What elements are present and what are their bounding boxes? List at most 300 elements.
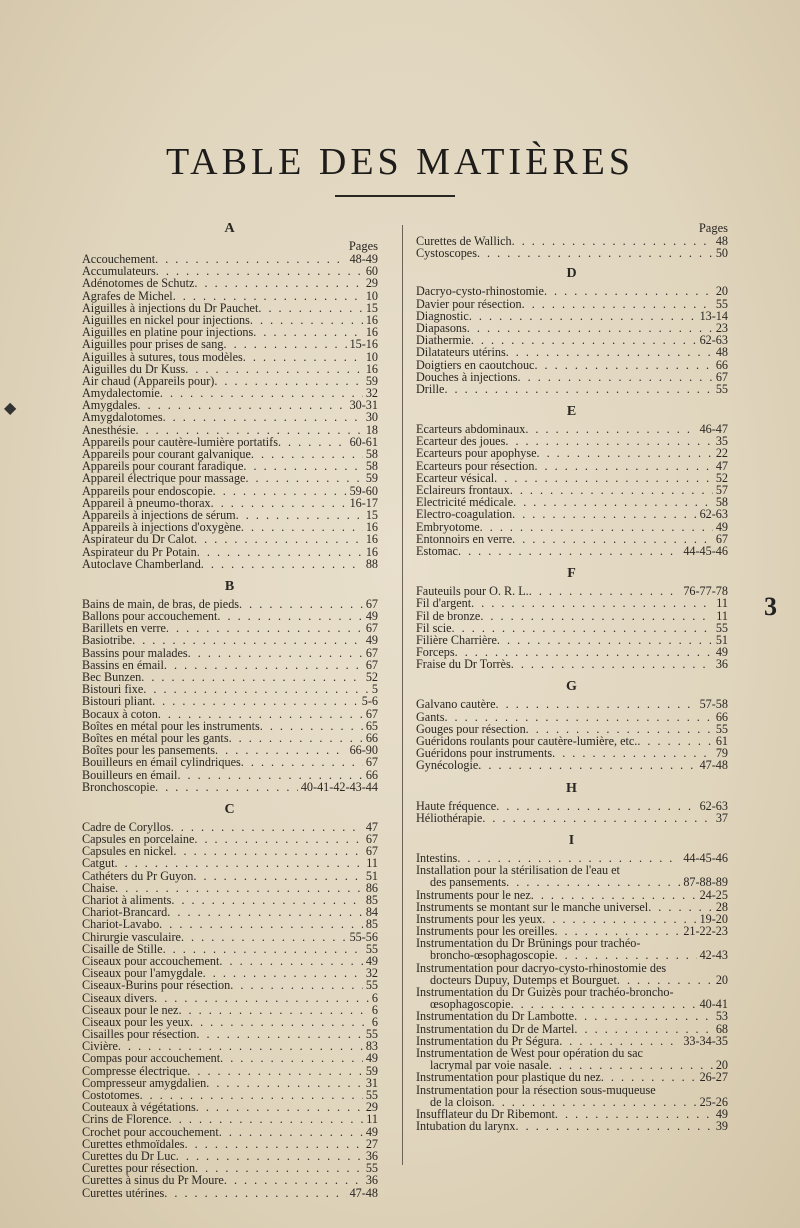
entry-name: Ecarteur des joues [416,434,506,449]
entry-pages: 58 [715,495,728,510]
index-entry [416,521,728,533]
dot-leader [241,521,363,533]
entry-pages: 62-63 [699,507,728,522]
entry-pages: 61 [715,734,728,748]
index-entry [82,533,378,545]
dot-leader [188,647,363,659]
index-entry [82,931,378,943]
entry-name: Instruments se montant sur le manche universel [416,899,649,914]
entry-name: Aiguilles pour prises de sang [82,337,224,352]
dot-leader [529,585,681,597]
dot-leader [201,558,363,570]
entry-pages: 36 [365,1148,378,1163]
entry-name-cont: des pansements [430,875,507,890]
entry-pages: 23 [715,320,728,335]
entry-name: Compas pour accouchement [82,1051,221,1066]
entry-pages: 39 [715,1119,728,1134]
dot-leader [194,533,363,545]
entry-pages: 67 [365,832,378,847]
entry-pages: 67 [365,621,378,636]
entry-pages: 20 [715,284,728,299]
dot-leader [458,545,680,557]
dot-leader [516,1120,713,1132]
entry-pages: 13-14 [699,308,728,323]
pages-heading: Pages [348,239,378,253]
entry-pages: 55 [365,941,378,956]
index-entry [416,800,728,812]
entry-pages: 11 [716,596,728,611]
entry-name: Chariot à aliments [82,893,172,907]
dot-leader [444,711,712,723]
entry-pages: 55 [365,978,378,993]
entry-name: Boîtes pour les pansements [82,743,216,758]
index-entry [82,781,378,793]
dot-leader [534,359,712,371]
index-entry [416,634,728,646]
entry-name: Autoclave Chamberland [82,556,201,571]
index-entry [416,658,728,670]
entry-name: Aspirateur du Pr Potain [82,544,197,559]
entry-pages: 36 [365,1173,378,1188]
entry-pages: 67 [365,596,378,611]
index-entry [82,424,378,436]
entry-name: Amygdalotomes [82,410,163,425]
entry-name: Instrumentation pour plastique du nez [416,1070,601,1085]
entry-name: Curettes pour résection [82,1161,196,1176]
index-entry [416,359,728,371]
entry-name: Capsules en nickel [82,844,174,859]
index-entry [416,610,728,622]
index-entry [82,290,378,302]
index-entry [82,870,378,882]
entry-pages: 47-48 [349,1185,378,1200]
dot-leader [167,906,363,918]
dot-leader [155,253,346,265]
section-letter-b: B [224,578,236,594]
entry-pages: 16 [365,325,378,340]
entry-name: Civière [82,1039,118,1054]
entry-name: Accouchement [82,252,156,266]
entry-pages: 49 [715,519,728,534]
entry-name: Appareils pour cautère-lumière portatifs [82,434,278,449]
dot-leader [243,351,363,363]
dot-leader [224,338,347,350]
dot-leader [505,435,712,447]
entry-pages: 44-45-46 [683,543,728,558]
column-divider [402,225,403,1165]
entry-name-cont: œsophagoscopie [430,997,511,1012]
dot-leader [169,1113,364,1125]
entry-name: Electro-coagulation [416,507,513,522]
entry-pages: 16 [365,361,378,376]
dot-leader [260,720,363,732]
entry-pages: 11 [366,856,378,871]
entry-name: Ciseaux divers [82,990,155,1005]
entry-name: Instrumentation du Dr de Martel [416,1021,575,1036]
entry-pages: 16 [365,312,378,327]
entry-name: Cisaille de Stille [82,941,163,956]
entry-pages: 11 [716,608,728,623]
index-entry [82,695,378,707]
index-entry [82,558,378,570]
entry-name: Catgut [82,856,115,871]
entry-name: Chaise [82,880,116,895]
entry-name: Costotomes [82,1088,140,1102]
dot-leader [253,326,363,338]
dot-leader [187,1065,363,1077]
entry-name: Aspirateur du Dr Calot [82,532,195,547]
entry-name: Crochet pour accouchement [82,1124,219,1139]
dot-leader [143,683,369,695]
entry-name: Capsules en porcelaine [82,832,195,847]
index-entry [82,277,378,289]
dot-leader [181,931,347,943]
entry-pages: 40-41 [699,997,728,1012]
entry-name: Ciseaux pour accouchement [82,953,220,968]
entry-pages: 16 [365,544,378,559]
entry-pages: 65 [365,718,378,733]
entry-name: Galvano cautère [416,697,496,712]
entry-pages: 49 [365,1124,378,1139]
dot-leader [190,1016,369,1028]
entry-pages: 55 [715,381,728,396]
entry-name: Ecarteurs pour apophyse [416,446,537,461]
entry-name: Ecarteurs pour résection [416,458,535,473]
entry-pages: 88 [365,556,378,571]
index-entry [416,298,728,310]
entry-name: Ciseaux pour l'amygdale [82,966,203,981]
dot-leader [236,509,363,521]
entry-name: Fil scie [416,620,452,635]
entry-pages: 47-48 [699,758,728,773]
dot-leader [224,1174,363,1186]
entry-pages: 49 [365,609,378,624]
entry-name: Instruments pour les yeux [416,911,543,926]
index-entry [82,485,378,497]
entry-name: Embryotome [416,519,480,534]
dot-leader [513,496,713,508]
entry-pages: 20 [715,972,728,987]
index-entry [82,338,378,350]
entry-name: Ecarteurs abdominaux [416,422,526,437]
entry-pages: 32 [365,966,378,981]
entry-name: Estomac [416,543,458,558]
entry-pages: 10 [365,349,378,364]
index-entry [82,769,378,781]
entry-pages: 66 [365,767,378,782]
dot-leader [132,634,363,646]
section-letter-e: E [566,404,578,420]
entry-name: Ciseaux pour les yeux [82,1014,190,1029]
entry-name: Instrumentation du Pr Ségura [416,1033,560,1048]
dot-leader [171,821,363,833]
index-entry [82,1052,378,1064]
dot-leader [177,769,362,781]
index-entry [82,1113,378,1125]
entry-name: Diagnostic [416,308,469,323]
entry-pages: 55 [715,721,728,736]
index-entry [82,1028,378,1040]
entry-name: Aiguilles à injections du Dr Pauchet [82,300,259,315]
entry-pages: 29 [365,1100,378,1115]
entry-name: Cystoscopes [416,246,477,261]
section-letter-h: H [566,780,578,796]
entry-pages: 42-43 [699,948,728,963]
entry-pages: 25-26 [699,1094,728,1109]
dot-leader [213,485,347,497]
dot-leader [444,383,712,395]
entry-pages: 10 [365,288,378,303]
entry-name: Cathéters du Pr Guyon [82,868,194,883]
entry-name: Appareils pour courant galvanique [82,447,251,461]
dot-leader [542,913,696,925]
dot-leader [278,436,347,448]
dot-leader [171,894,362,906]
dot-leader [166,622,363,634]
entry-name: Gants [416,709,445,724]
dot-leader [155,781,298,793]
entry-name: Bouilleurs en émail [82,767,178,782]
entry-pages: 50 [715,246,728,261]
dot-leader [467,322,713,334]
dot-leader [496,698,697,710]
dot-leader [512,508,696,520]
entry-pages: 16 [365,532,378,547]
index-entry [82,1065,378,1077]
entry-name: Curettes à sinus du Pr Moure [82,1173,224,1188]
entry-pages: 58 [365,447,378,461]
dot-leader [196,1101,363,1113]
entry-pages: 86 [365,880,378,895]
entry-name: Héliothérapie [416,810,483,825]
entry-name: Ecarteur vésical [416,470,495,485]
index-entry [416,876,728,888]
entry-name: Bassins en émail [82,657,164,672]
index-entry [416,371,728,383]
entry-pages: 15 [365,300,378,315]
dot-leader [160,387,363,399]
entry-pages: 67 [365,706,378,721]
section-letter-i: I [568,832,576,848]
entry-name: Bronchoscopie [82,779,156,794]
entry-name-cont: docteurs Dupuy, Dutemps et Bourguet [430,972,617,987]
entry-pages: 31 [365,1075,378,1090]
entry-pages: 55 [365,1027,378,1042]
index-entry [82,1187,378,1199]
entry-pages: 66 [365,730,378,745]
index-entry [416,889,728,901]
entry-pages: 49 [715,645,728,660]
entry-pages: 52 [715,470,728,485]
entry-name: Guéridons pour instruments [416,746,553,761]
entry-pages: 60 [365,264,378,279]
entry-name: Bistouri pliant [82,694,153,709]
entry-pages: 59 [365,1063,378,1078]
entry-name: Instrumentation du Dr Lambotte [416,1009,575,1024]
dot-leader [496,800,696,812]
entry-pages: 22 [715,446,728,461]
dot-leader [164,659,363,671]
entry-pages: 55-56 [349,929,378,944]
dot-leader [555,949,697,961]
entry-pages: 59 [365,471,378,486]
entry-pages: 46-47 [699,422,728,437]
entry-name: Curettes utérines [82,1185,165,1200]
entry-name-cont: lacrymal par voie nasale [430,1058,549,1073]
dot-leader [544,285,713,297]
dot-leader [154,992,369,1004]
dot-leader [555,1108,713,1120]
dot-leader [206,1077,363,1089]
entry-pages: 44-45-46 [683,850,728,865]
dot-leader [173,290,363,302]
index-entry [416,285,728,297]
entry-pages: 59 [365,373,378,388]
entry-name: Crins de Florence [82,1112,169,1127]
entry-name: Douches à injections [416,369,518,384]
entry-name: Boîtes en métal pour les instruments [82,718,260,733]
entry-name: Appareil électrique pour massage [82,471,246,486]
index-entry-line: Installation pour la stérilisation de l'eau et [416,863,620,878]
dot-leader [219,955,362,967]
entry-pages: 15-16 [349,337,378,352]
entry-name: Intubation du larynx [416,1119,516,1134]
entry-name: Air chaud (Appareils pour) [82,373,215,388]
entry-pages: 53 [715,1009,728,1024]
dot-leader [574,1023,712,1035]
entry-name: Anesthésie [82,422,136,437]
dot-leader [173,845,362,857]
entry-pages: 58 [365,459,378,474]
entry-name: Couteaux à végétations [82,1100,196,1115]
entry-pages: 66 [715,709,728,724]
dot-leader [477,247,713,259]
index-entry [82,634,378,646]
entry-pages: 29 [365,276,378,291]
dot-leader [245,472,362,484]
entry-pages: 47 [715,458,728,473]
dot-leader [511,658,713,670]
dot-leader [164,1187,346,1199]
entry-pages: 79 [715,746,728,761]
section-letter-a: A [224,221,236,236]
dot-leader [480,610,713,622]
section-letter-g: G [566,679,578,695]
dot-leader [574,1010,713,1022]
entry-pages: 36 [715,657,728,672]
index-entry [416,698,728,710]
entry-name: Bassins pour malades [82,645,188,660]
entry-name: Dacryo-cysto-rhinostomie [416,284,544,299]
entry-pages: 57-58 [699,697,728,712]
entry-name: Guéridons roulants pour cautère-lumière, etc. [416,734,638,748]
dot-leader [480,521,713,533]
dot-leader [522,298,713,310]
section-letter-c: C [224,801,236,817]
index-entry [82,647,378,659]
entry-name: Dilatateurs utérins [416,345,506,360]
entry-pages: 24-25 [699,887,728,902]
entry-name: Entonnoirs en verre [416,531,513,546]
entry-pages: 67 [715,531,728,546]
dot-leader [478,759,696,771]
entry-pages: 59-60 [349,483,378,498]
index-entry [82,992,378,1004]
index-entry [416,247,728,259]
entry-pages: 62-63 [699,333,728,348]
entry-name: Bocaux à coton [82,706,158,721]
entry-pages: 6 [371,1002,378,1017]
entry-pages: 60-61 [349,434,378,449]
entry-name: Bistouri fixe [82,682,144,697]
entry-name: Appareils à injections d'oxygène [82,520,241,535]
entry-pages: 66 [715,357,728,372]
entry-pages: 6 [371,990,378,1005]
page-title: TABLE DES MATIÈRES [166,141,634,183]
entry-pages: 67 [365,844,378,859]
entry-pages: 67 [365,645,378,660]
entry-name: Forceps [416,645,455,660]
dot-leader [471,597,713,609]
section-letter-d: D [566,266,578,282]
entry-pages: 5 [371,682,378,697]
entry-name: Cisailles pour résection [82,1027,197,1042]
entry-pages: 30 [365,410,378,425]
entry-name: Agrafes de Michel [82,288,173,303]
entry-name: Diathermie [416,333,471,348]
entry-pages: 37 [715,810,728,825]
index-entry [416,1023,728,1035]
entry-pages: 48 [715,234,728,248]
entry-name: Ciseaux pour le nez [82,1002,179,1017]
index-entry [82,472,378,484]
entry-pages: 68 [715,1021,728,1036]
entry-name: Insufflateur du Dr Ribemont [416,1106,555,1121]
entry-name: Gouges pour résection [416,721,526,736]
entry-name: Fraise du Dr Torrès [416,657,511,672]
entry-name: Chariot-Brancard [82,905,168,920]
entry-name: Bouilleurs en émail cylindriques [82,755,241,770]
entry-pages: 66-90 [349,743,378,758]
dot-leader [197,546,363,558]
index-entry [82,1174,378,1186]
entry-pages: 11 [366,1112,378,1127]
dot-leader [115,857,364,869]
dot-leader [531,889,697,901]
index-entry [416,545,728,557]
entry-name: Fauteuils pour O. R. L. [416,584,529,599]
dot-leader [141,671,363,683]
entry-name: Doigtiers en caoutchouc [416,357,535,372]
dot-leader [138,399,347,411]
entry-name: Amygdales [82,398,138,413]
entry-pages: 28 [715,899,728,914]
entry-name: Appareils pour courant faradique [82,459,244,474]
dot-leader [193,870,362,882]
dot-leader [230,979,363,991]
index-entry [82,918,378,930]
dot-leader [506,346,713,358]
entry-pages: 35 [715,434,728,449]
entry-name: Aiguilles en nickel pour injections [82,312,250,327]
dot-leader [185,1138,363,1150]
dot-leader [494,472,713,484]
index-entry-line: Instrumentation du Dr Brünings pour trachéo- [416,936,641,951]
index-entry [82,351,378,363]
dot-leader [178,1004,368,1016]
entry-pages: 47 [365,819,378,834]
entry-name-cont: broncho-œsophagoscopie [430,948,555,963]
